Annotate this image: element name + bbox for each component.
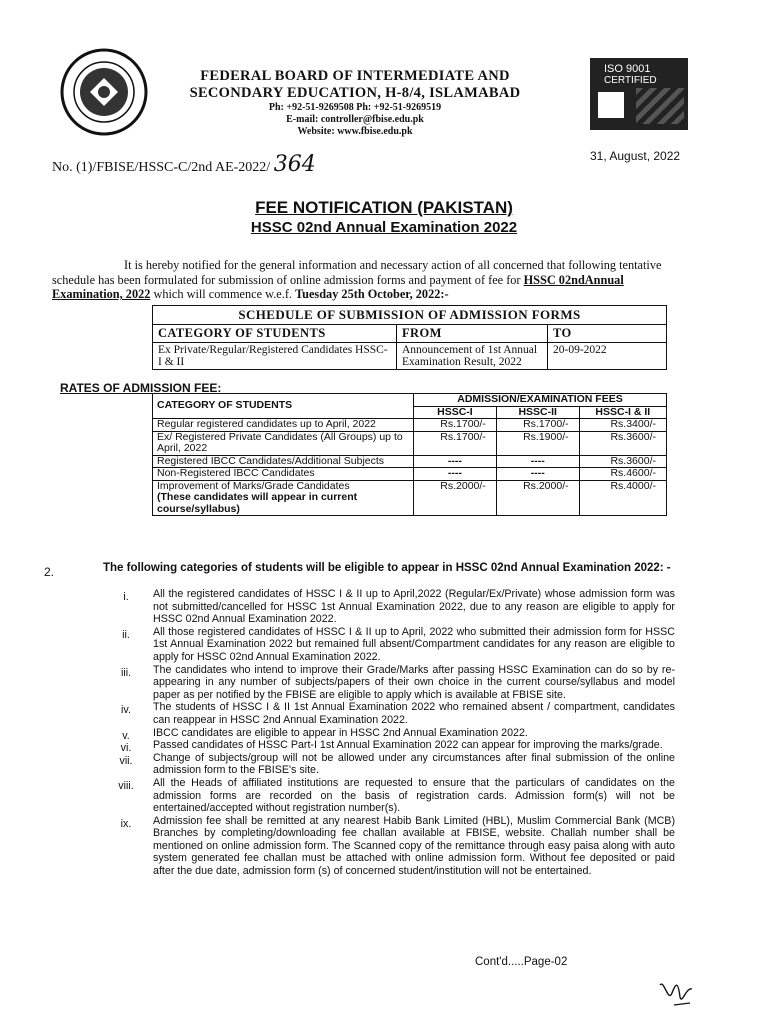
list-item-text: All those registered candidates of HSSC I & II up to April, 2022 who submitted their admission form for HSSC 1st Annual Examination 2022 but remained full absent/Compartment candidates for any reason are eligible to apply for HSSC 02nd Annual Examination 2022. — [153, 625, 675, 663]
list-item — [115, 626, 675, 664]
reference-number-text: No. (1)/FBISE/HSSC-C/2nd AE-2022/ — [52, 160, 271, 175]
list-item — [115, 701, 675, 726]
table-row — [153, 468, 667, 481]
fee-value: Rs.1700/- — [496, 419, 579, 432]
schedule-cell-to: 20-09-2022 — [548, 343, 667, 370]
fee-category: Ex/ Registered Private Candidates (All Groups) up to April, 2022 — [153, 431, 414, 455]
list-item-number: i. — [123, 591, 129, 603]
fee-value: Rs.4600/- — [579, 468, 666, 481]
list-item-text: All the registered candidates of HSSC I & II up to April,2022 (Regular/Ex/Private) whose admission form was not submitted/cancelled for HSSC 1st Annual Examination 2022, due to any reason are eligible to apply for HSSC 02nd Annual Examination 2022. — [153, 588, 675, 626]
list-item-number: vii. — [119, 754, 133, 767]
list-item-number: viii. — [118, 779, 134, 792]
table-row — [153, 431, 667, 455]
list-item-number: ix. — [120, 817, 132, 830]
fee-value: Rs.2000/- — [414, 480, 497, 516]
list-item-text: The students of HSSC I & II 1st Annual Examination 2022 who remained absent / compartment, candidates can reappear in HSSC 2nd Annual Examination 2022. — [153, 701, 675, 726]
continued-note: Cont'd.....Page-02 — [475, 956, 568, 968]
fee-category: Improvement of Marks/Grade Candidates — [157, 479, 350, 492]
schedule-caption: SCHEDULE OF SUBMISSION OF ADMISSION FORMS — [153, 306, 667, 325]
fee-category-cell — [153, 480, 414, 516]
fee-value: ---- — [496, 455, 579, 468]
iso-certified-label: CERTIFIED — [604, 75, 657, 86]
ukas-mark-icon — [598, 92, 624, 118]
iso-certified-badge — [590, 58, 688, 130]
list-item — [115, 815, 675, 878]
iso-pattern-icon — [636, 88, 684, 124]
notification-date: 31, August, 2022 — [590, 149, 681, 163]
fee-table — [152, 393, 667, 516]
fee-value: Rs.2000/- — [496, 480, 579, 516]
organization-block — [150, 68, 560, 138]
list-item-number: v. — [122, 729, 130, 742]
table-row — [153, 419, 667, 432]
table-row — [153, 455, 667, 468]
fee-value: Rs.1700/- — [414, 419, 497, 432]
schedule-header-category: CATEGORY OF STUDENTS — [153, 325, 397, 343]
eligibility-list — [115, 588, 675, 878]
list-item-text: All the Heads of affiliated institutions are requested to ensure that the particulars of candidates on the admission forms are recorded on the basis of registration cards. Admission form(s) will not be entertained/accepted without registration number(s). — [153, 776, 675, 815]
org-name-line2: SECONDARY EDUCATION, H-8/4, ISLAMABAD — [189, 85, 521, 101]
list-item — [115, 727, 675, 740]
list-item-number: vi. — [120, 742, 132, 755]
list-item-text: IBCC candidates are eligible to appear in HSSC 2nd Annual Examination 2022. — [153, 726, 528, 739]
fee-value: ---- — [414, 455, 497, 468]
table-row — [153, 480, 667, 516]
page-subtitle: HSSC 02nd Annual Examination 2022 — [250, 219, 518, 236]
schedule-header-from: FROM — [397, 325, 548, 343]
fee-value: ---- — [414, 468, 497, 481]
fee-value: Rs.4000/- — [579, 480, 666, 516]
section-heading: The following categories of students will be eligible to appear in HSSC 02nd Annual Examination 2022: - — [103, 562, 671, 574]
schedule-table — [152, 305, 667, 370]
org-website: Website: www.fbise.edu.pk — [297, 126, 413, 137]
org-phone: Ph: +92-51-9269508 Ph: +92-51-9269519 — [268, 102, 442, 113]
list-item — [115, 588, 675, 626]
fee-value: Rs.1700/- — [414, 431, 497, 455]
fee-header-hssc2: HSSC-II — [496, 406, 579, 419]
list-item — [115, 664, 675, 702]
fee-category-note: (These candidates will appear in current course/syllabus) — [157, 491, 358, 515]
fee-header-hssc12: HSSC-I & II — [579, 406, 666, 419]
fbise-logo-icon — [60, 48, 148, 136]
list-item-number: ii. — [122, 628, 130, 641]
iso-label: ISO 9001 — [604, 63, 651, 75]
section-number: 2. — [44, 565, 55, 579]
org-name-line1: FEDERAL BOARD OF INTERMEDIATE AND — [200, 68, 510, 84]
intro-tail: which will commence w.e.f. — [150, 287, 296, 301]
schedule-header-to: TO — [548, 325, 667, 343]
fee-value: Rs.1900/- — [496, 431, 579, 455]
org-email: E-mail: controller@fbise.edu.pk — [286, 114, 424, 125]
fee-value: ---- — [496, 468, 579, 481]
list-item — [115, 739, 675, 755]
fee-header-group: ADMISSION/EXAMINATION FEES — [414, 394, 667, 407]
fee-category: Registered IBCC Candidates/Additional Subjects — [153, 455, 414, 468]
fee-category: Regular registered candidates up to April, 2022 — [153, 419, 414, 432]
fee-header-hssc1: HSSC-I — [414, 406, 497, 419]
fee-value: Rs.3600/- — [579, 431, 666, 455]
reference-number — [52, 152, 316, 177]
list-item-number: iv. — [121, 704, 131, 717]
intro-text: It is hereby notified for the general information and necessary action of all concerned that following tentative schedule has been formulated for submission of online admission forms and payment of fee for — [52, 258, 662, 287]
list-item-text: Change of subjects/group will not be allowed under any circumstances after final submission of the online admission form to the FBISE's site. — [153, 751, 675, 777]
list-item-text: Admission fee shall be remitted at any nearest Habib Bank Limited (HBL), Muslim Commercial Bank (MCB) Branches by completing/downloading fee challan available at FBISE, website. Challah number shall be mentioned on online admission form. The Scanned copy of the remittance through easy paisa along with auto system generated fee challan must be attached with online admission form. Without fee deposited or paid after the due date, admission form (s) of concerned student/institution will not be entertained. — [153, 814, 675, 878]
fee-value: Rs.3600/- — [579, 455, 666, 468]
intro-start-date: Tuesday 25th October, 2022:- — [295, 287, 449, 301]
intro-exam-name: HSSC 02ndAnnual Examination, 2022 — [52, 272, 624, 301]
page-title: FEE NOTIFICATION (PAKISTAN) — [255, 198, 513, 217]
intro-paragraph — [52, 258, 688, 302]
signature-icon — [656, 975, 696, 1009]
fee-header-category: CATEGORY OF STUDENTS — [153, 394, 414, 419]
list-item-text: The candidates who intend to improve their Grade/Marks after passing HSSC Examination can do so by re-appearing in any number of subjects/papers of their own choice in the current course/syllabus and model paper as per notified by the FBISE are eligible to apply which is available at FBISE site. — [153, 663, 675, 701]
list-item — [115, 777, 675, 815]
rates-heading: RATES OF ADMISSION FEE: — [60, 381, 222, 395]
list-item-number: iii. — [120, 666, 132, 679]
fee-value: Rs.3400/- — [579, 419, 666, 432]
handwritten-number: 364 — [273, 152, 316, 177]
list-item-text: Passed candidates of HSSC Part-I 1st Annual Examination 2022 can appear for improving the marks/grade. — [153, 739, 663, 752]
list-item — [115, 752, 675, 777]
schedule-cell-category: Ex Private/Regular/Registered Candidates HSSC-I & II — [153, 343, 397, 370]
schedule-cell-from: Announcement of 1st Annual Examination Result, 2022 — [397, 343, 548, 370]
fee-category: Non-Registered IBCC Candidates — [153, 468, 414, 481]
